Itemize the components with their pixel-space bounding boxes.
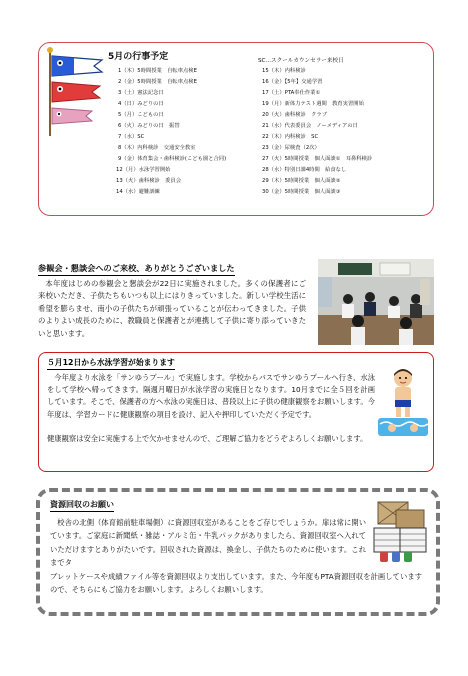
schedule-event: 19（月）新体力テスト週間 教育実習開始 [262, 101, 364, 107]
schedule-event: 15（木）内科検診 [262, 68, 306, 74]
schedule-event: 5（月）こどもの日 [118, 112, 164, 118]
schedule-legend: SC…スクールカウンセラー来校日 [258, 58, 344, 64]
schedule-event: 17（土）PTA奉仕作業① [262, 90, 321, 96]
schedule-event: 12（月）水泳学習開始 [116, 167, 171, 173]
schedule-title: 5月の行事予定 [108, 52, 169, 62]
swimming-body-tail: 健康観察は安全に実施する上で欠かせませんので、ご理解ご協力をどうぞよろしくお願いします。 [47, 434, 368, 443]
swimming-title: ５月12日から水泳学習が始まります [47, 357, 175, 370]
swimming-body-text: 今年度より水泳を「サンゆうプール」で実施します。学校からバスでサンゆうプールへ行き、水泳をして学校へ帰ってきます。隔週月曜日が水泳学習の実施日となります。10月までに全５回を計画しています。そこで、保護者の方へ水泳の実施日は、普段以上に子供の健康観察をお願いします。今年度は、学習カードに健康観察の項目を設け、記入や押印していただく予定です。 [47, 373, 375, 419]
schedule-event: 20（火）歯科検診 クラブ [262, 112, 328, 118]
schedule-event: 7（水）SC [118, 134, 145, 140]
schedule-event: 21（水）代表委員会 ノーメディアの日 [262, 123, 358, 129]
schedule-event: 8（木）内科検診 交通安全教室 [118, 145, 196, 151]
schedule-event: 13（火）歯科検診 委員会 [116, 178, 182, 184]
classroom-photo [318, 259, 434, 345]
schedule-event: 29（木）5時間授業 個人面談② [262, 178, 341, 184]
swimming-body [47, 372, 375, 443]
schedule-event: 30（金）5時間授業 個人面談③ [262, 189, 341, 195]
schedule-event: 22（木）内科検診 SC [262, 134, 319, 140]
schedule-event: 2（金）5時間授業 自転車点検E [118, 79, 197, 85]
schedule-event: 14（水）避難訓練 [116, 189, 160, 195]
schedule-event: 16（金）【5年】交通学習 [262, 79, 323, 85]
koinobori-icon [44, 46, 108, 138]
schedule-event: 28（水）特別日課4時間 給食なし [262, 167, 347, 173]
recycling-body-tail: ブレットケースや成績ファイル等を資源回収より支出しています。また、今年度もPTA資源回収を計画していますので、そちらにもご協力をお願いします。よろしくお願いします。 [50, 572, 422, 595]
recycling-body [50, 516, 422, 595]
schedule-event: 3（土）憲法記念日 [118, 90, 164, 96]
schedule-event: 6（火）みどりの日 振替 [118, 123, 180, 129]
schedule-event: 9（金）体育集会・歯科検診(こども園と合同) [118, 156, 227, 162]
recycling-body-text: 校舎の北側（体育館前駐車場側）に資源回収室があることをご存じでしょうか。扉は常に開いています。ご家庭に新聞紙・雑誌・アルミ缶・牛乳パックがありましたら、資源回収室へ入れていただけますとありがたいです。回収された資源は、換金し、子供たちのために使います。これまでタ [50, 518, 366, 568]
schedule-event: 4（日）みどりの日 [118, 101, 164, 107]
recycling-bundle-icon [370, 498, 430, 564]
swimmer-icon [378, 366, 428, 436]
recycling-title: 資源回収のお願い [50, 499, 114, 512]
schedule-event: 1（木）5時間授業 自転車点検E [118, 68, 197, 74]
schedule-event: 23（金）尿検査（2次） [262, 145, 320, 151]
visit-title: 参観会・懇談会へのご来校、ありがとうございました [38, 263, 235, 276]
schedule-event: 27（火）5時間授業 個人面談① 耳鼻科検診 [262, 156, 373, 162]
visit-body: 本年度はじめの参観会と懇談会が22日に実施されました。多くの保護者にご来校いただき、子供たちもいつも以上にはりきっていました。新しい学校生活に希望を膨らませ、南小の子供たちが頑張っていることが伝わってきました。子供のよりよい成長のために、教職員と保護者とが連携して子供に寄り添っていきたいと思います。 [38, 279, 306, 338]
